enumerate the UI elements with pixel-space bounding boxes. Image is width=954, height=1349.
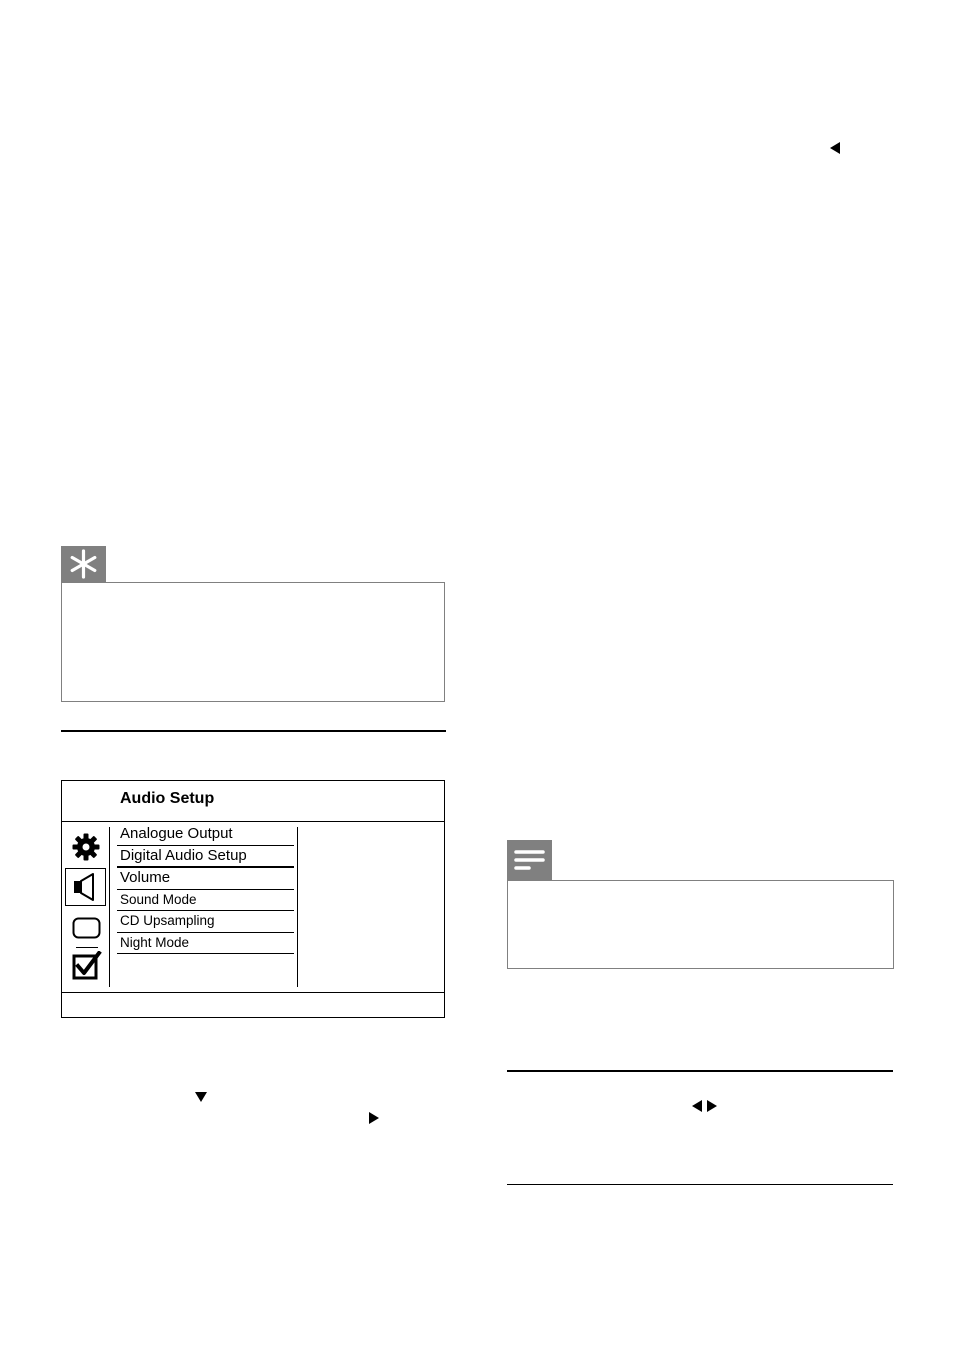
menu-item-volume[interactable]: Volume [117,868,294,890]
menu-item-analogue-output[interactable]: Analogue Output [117,824,294,846]
menu-title-divider [62,821,444,822]
tip-box [61,582,445,702]
menu-item-cd-upsampling[interactable]: CD Upsampling [117,911,294,933]
screen-icon[interactable] [72,917,101,939]
note-box [507,880,894,969]
menu-item-sound-mode[interactable]: Sound Mode [117,890,294,912]
audio-setup-menu [61,780,445,1018]
right-arrow-icon [707,1100,717,1112]
left-arrow-icon [830,142,840,154]
table-top-rule [507,1070,893,1072]
menu-items [117,824,294,954]
options-column-divider [297,827,298,987]
section-divider [61,730,446,732]
speaker-icon[interactable] [73,872,99,902]
down-arrow-icon [195,1092,207,1102]
checkbox-icon[interactable] [72,951,102,981]
note-lines-icon [507,840,552,880]
gear-icon[interactable] [71,832,101,862]
menu-item-night-mode[interactable]: Night Mode [117,933,294,955]
right-arrow-icon [369,1112,379,1124]
tip-tab [61,546,106,582]
menu-footer-divider [62,992,444,993]
menu-item-digital-audio-setup[interactable]: Digital Audio Setup [117,846,294,869]
note-tab [507,840,552,880]
left-arrow-icon [692,1100,702,1112]
icon-divider [76,947,98,948]
menu-title: Audio Setup [120,790,215,807]
icon-column-divider [109,827,110,987]
tip-asterisk-icon [61,546,106,582]
table-bottom-rule [507,1184,893,1185]
